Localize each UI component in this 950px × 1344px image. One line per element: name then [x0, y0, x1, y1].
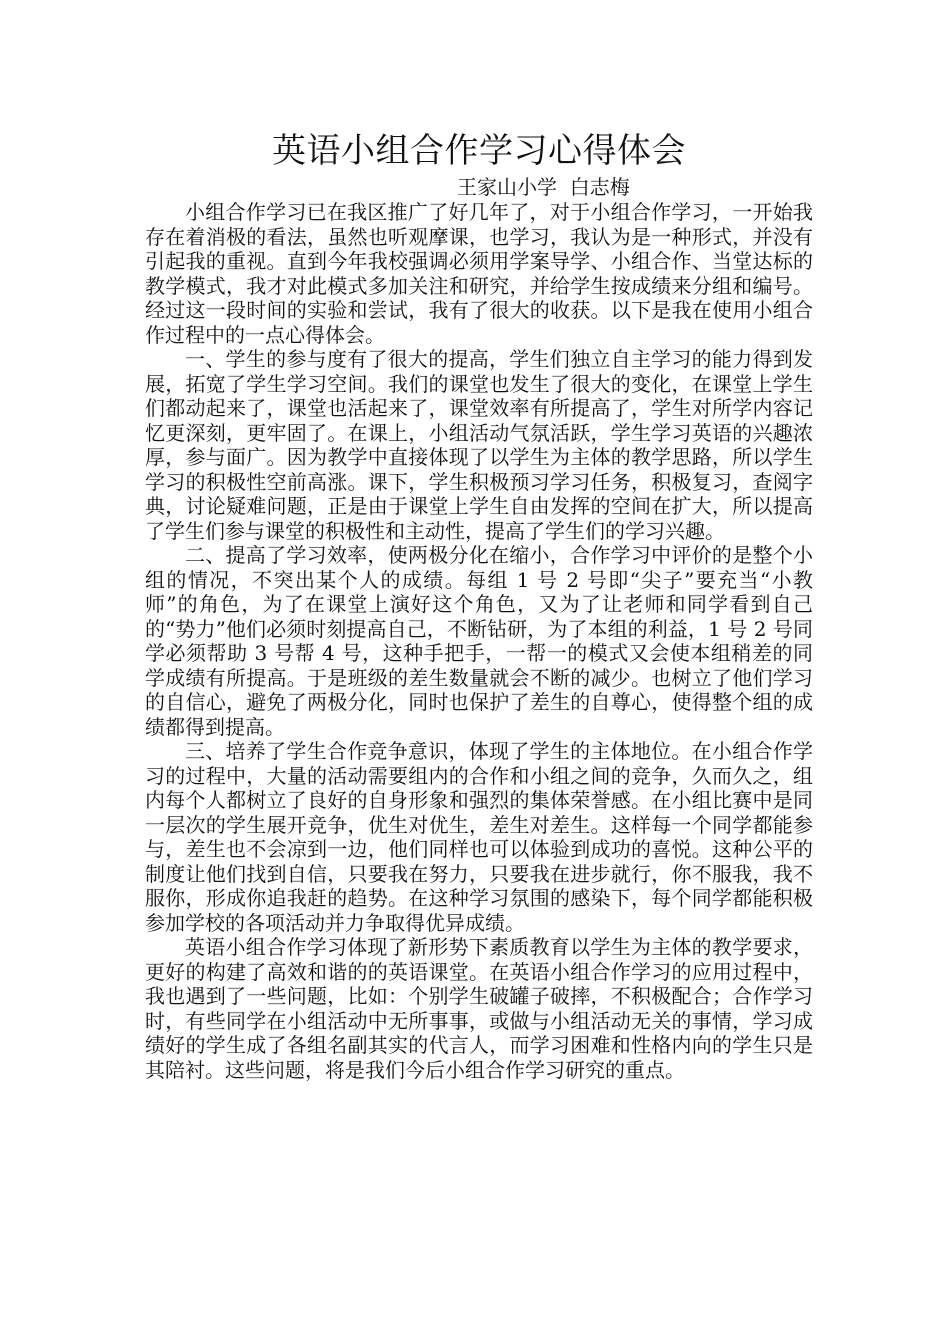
paragraph-intro: 小组合作学习已在我区推广了好几年了，对于小组合作学习，一开始我存在着消极的看法，虽然也听观摩课，也学习，我认为是一种形式，并没有引起我的重视。直到今年我校强调必须用学案导学、小组合作、当堂达标的教学模式，我才对此模式多加关注和研究，并给学生按成绩来分组和编号。经过这一段时间的实验和尝试，我有了很大的收获。以下是我在使用小组合作过程中的一点心得体会。 [145, 200, 813, 347]
paragraph-point-two: 二、提高了学习效率，使两极分化在缩小，合作学习中评价的是整个小组的情况，不突出某个人的成绩。每组 1 号 2 号即“尖子”要充当“小教师”的角色，为了在课堂上演好这个角色，又为了让老师和同学看到自己的“势力”他们必须时刻提高自己，不断钻研，为了本组的利益，1 号 2 号同学必须帮助 3 号帮 4 号，这种手把手，一帮一的模式又会使本组稍差的同学成绩有所提高。于是班级的差生数量就会不断的减少。也树立了他们学习的自信心，避免了两极分化，同时也保护了差生的自尊心，使得整个组的成绩都得到提高。 [145, 543, 813, 739]
paragraph-conclusion: 英语小组合作学习体现了新形势下素质教育以学生为主体的教学要求，更好的构建了高效和谐的的英语课堂。在英语小组合作学习的应用过程中，我也遇到了一些问题，比如：个别学生破罐子破摔，不积极配合；合作学习时，有些同学在小组活动中无所事事，或做与小组活动无关的事情，学习成绩好的学生成了各组名副其实的代言人，而学习困难和性格内向的学生只是其陪衬。这些问题，将是我们今后小组合作学习研究的重点。 [145, 935, 813, 1082]
paragraph-point-one: 一、学生的参与度有了很大的提高，学生们独立自主学习的能力得到发展，拓宽了学生学习空间。我们的课堂也发生了很大的变化，在课堂上学生们都动起来了，课堂也活起来了，课堂效率有所提高了，学生对所学内容记忆更深刻，更牢固了。在课上，小组活动气氛活跃，学生学习英语的兴趣浓厚，参与面广。因为教学中直接体现了以学生为主体的教学思路，所以学生学习的积极性空前高涨。课下，学生积极预习学习任务，积极复习，查阅字典，讨论疑难问题，正是由于课堂上学生自由发挥的空间在扩大，所以提高了学生们参与课堂的积极性和主动性，提高了学生们的学习兴趣。 [145, 347, 813, 543]
document-page [145, 128, 813, 1082]
document-title: 英语小组合作学习心得体会 [272, 131, 686, 171]
paragraph-point-three: 三、培养了学生合作竞争意识，体现了学生的主体地位。在小组合作学习的过程中，大量的活动需要组内的合作和小组之间的竞争，久而久之，组内每个人都树立了良好的自身形象和强烈的集体荣誉感。在小组比赛中是同一层次的学生展开竞争，优生对优生，差生对差生。这样每一个同学都能参与，差生也不会凉到一边，他们同样也可以体验到成功的喜悦。这种公平的制度让他们找到自信，只要我在努力，只要我在进步就行，你不服我，我不服你，形成你追我赶的趋势。在这种学习氛围的感染下，每个同学都能积极参加学校的各项活动并力争取得优异成绩。 [145, 739, 813, 935]
document-author: 王家山小学 白志梅 [457, 175, 630, 199]
